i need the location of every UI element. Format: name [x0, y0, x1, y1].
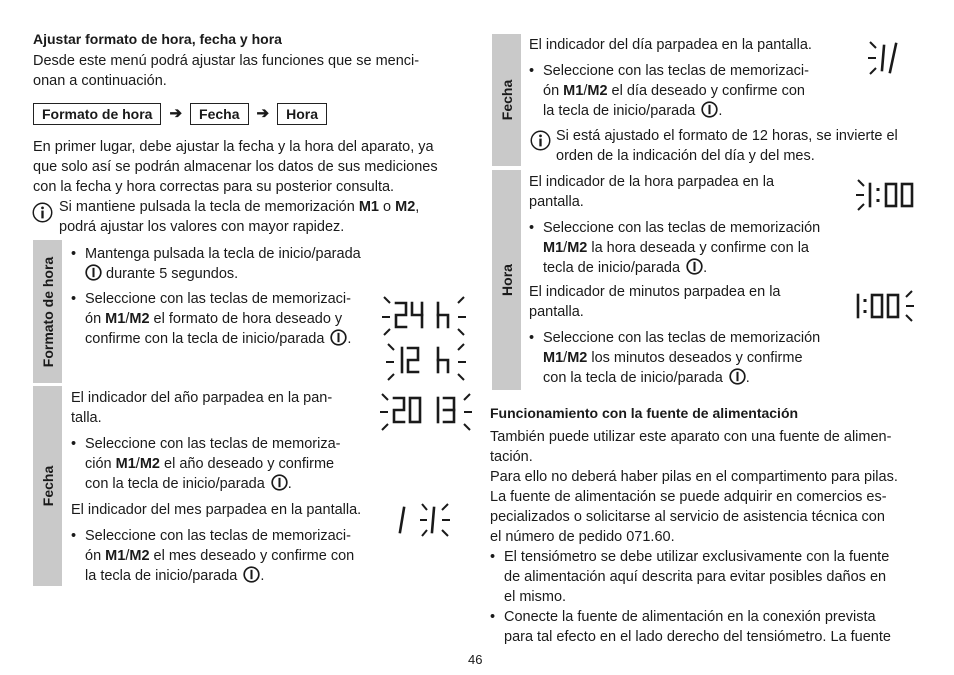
note-line: podrá ajustar los valores con mayor rapidez.: [59, 219, 345, 235]
list-item: • Seleccione con las teclas de memorizaci- ón M1/M2 el formato de hora deseado y confirme con la tecla de inicio/parada .: [71, 289, 381, 349]
paragraph-line: También puede utilizar este aparato con una fuente de alimen-: [490, 429, 892, 445]
lcd-minutes-display: [854, 287, 914, 325]
note-line: Si mantiene pulsada la tecla de memorización M1 o M2,: [59, 199, 420, 215]
page-number: 46: [468, 652, 483, 667]
power-button-icon: [271, 474, 288, 491]
flow-box-formato: Formato de hora: [33, 103, 161, 125]
paragraph-line: La fuente de alimentación se puede adquirir en comercios es-: [490, 489, 887, 505]
paragraph-line: el número de pedido 071.60.: [490, 529, 675, 545]
arrow-icon: ➔: [169, 105, 183, 122]
fecha-content: [71, 388, 381, 586]
flow-box-hora: Hora: [277, 103, 327, 125]
sidebar-hora: [492, 170, 521, 390]
intro-line: onan a continuación.: [33, 73, 167, 89]
lcd-year-display: [380, 390, 472, 434]
formato-content: [71, 244, 381, 349]
power-supply-content: [490, 427, 930, 647]
info-icon: [530, 130, 551, 151]
list-item: • Seleccione con las teclas de memoriza- ción M1/M2 el año deseado y confirme con la tecla de inicio/parada .: [71, 434, 381, 494]
list-item: • Seleccione con las teclas de memorización M1/M2 la hora deseada y confirme con la tecla de inicio/parada .: [529, 218, 849, 278]
paragraph-line: El indicador de la hora parpadea en la: [529, 174, 775, 190]
list-item: • Seleccione con las teclas de memorizaci- ón M1/M2 el mes deseado y confirme con la tecla de inicio/parada .: [71, 526, 381, 586]
lcd-hour-display: [856, 176, 916, 214]
lcd-24h-display: [382, 293, 466, 337]
paragraph-line: En primer lugar, debe ajustar la fecha y la hora del aparato, ya: [33, 139, 434, 155]
info-note: [556, 126, 926, 166]
power-button-icon: [701, 101, 718, 118]
list-item: • Conecte la fuente de alimentación en la conexión prevista para tal efecto en el lado derecho del tensiómetro. La fuente: [490, 607, 930, 647]
paragraph-line: talla.: [71, 410, 102, 426]
list-item: • El tensiómetro se debe utilizar exclusivamente con la fuente de alimentación aquí descrita para evitar posibles daños en el mismo.: [490, 547, 930, 607]
list-item: • Seleccione con las teclas de memorización M1/M2 los minutos deseados y confirme con la tecla de inicio/parada .: [529, 328, 849, 388]
sidebar-label: Fecha: [498, 79, 515, 121]
paragraph-line: con la fecha y hora correctas para su posterior consulta.: [33, 179, 395, 195]
flow-box-fecha: Fecha: [190, 103, 248, 125]
power-button-icon: [85, 264, 102, 281]
paragraph-line: que solo así se podrán almacenar los datos de sus mediciones: [33, 159, 438, 175]
sidebar-fecha: [492, 34, 521, 166]
hora-content: [529, 172, 849, 388]
paragraph-line: pecializados o solicitarse al servicio de asistencia técnica con: [490, 509, 885, 525]
list-item: • Seleccione con las teclas de memorizaci- ón M1/M2 el día deseado y confirme con la tecla de inicio/parada .: [529, 61, 849, 121]
paragraph-line: El indicador del mes parpadea en la pantalla.: [71, 502, 362, 518]
note-line: Si está ajustado el formato de 12 horas, se invierte el: [556, 128, 898, 144]
power-button-icon: [330, 329, 347, 346]
sidebar-label: Formato de hora: [39, 256, 56, 367]
lcd-day-display: [868, 38, 904, 78]
fecha-day-content: [529, 35, 849, 121]
paragraph: [33, 137, 438, 197]
section-heading: Funcionamiento con la fuente de alimentación: [490, 405, 799, 421]
power-button-icon: [243, 566, 260, 583]
paragraph-line: tación.: [490, 449, 533, 465]
info-note: [59, 197, 419, 237]
sidebar-label: Hora: [498, 264, 515, 296]
menu-flow: [33, 103, 327, 125]
paragraph-line: El indicador de minutos parpadea en la: [529, 284, 781, 300]
paragraph-line: Para ello no deberá haber pilas en el compartimento para pilas.: [490, 469, 898, 485]
sidebar-label: Fecha: [39, 465, 56, 507]
paragraph-line: pantalla.: [529, 304, 584, 320]
power-button-icon: [729, 368, 746, 385]
lcd-12h-display: [386, 340, 466, 382]
intro-line: Desde este menú podrá ajustar las funciones que se menci-: [33, 53, 420, 69]
paragraph-line: El indicador del día parpadea en la pantalla.: [529, 37, 812, 53]
section-heading: Ajustar formato de hora, fecha y hora: [33, 31, 282, 47]
paragraph-line: pantalla.: [529, 194, 584, 210]
power-button-icon: [686, 258, 703, 275]
note-line: orden de la indicación del día y del mes.: [556, 148, 815, 164]
sidebar-fecha: [33, 386, 62, 586]
list-item: • Mantenga pulsada la tecla de inicio/parada durante 5 segundos.: [71, 244, 381, 284]
sidebar-formato-de-hora: [33, 240, 62, 383]
paragraph-line: El indicador del año parpadea en la pan-: [71, 390, 333, 406]
intro-paragraph: [33, 51, 419, 91]
lcd-month-display: [396, 500, 452, 540]
arrow-icon: ➔: [256, 105, 270, 122]
info-icon: [32, 202, 53, 223]
